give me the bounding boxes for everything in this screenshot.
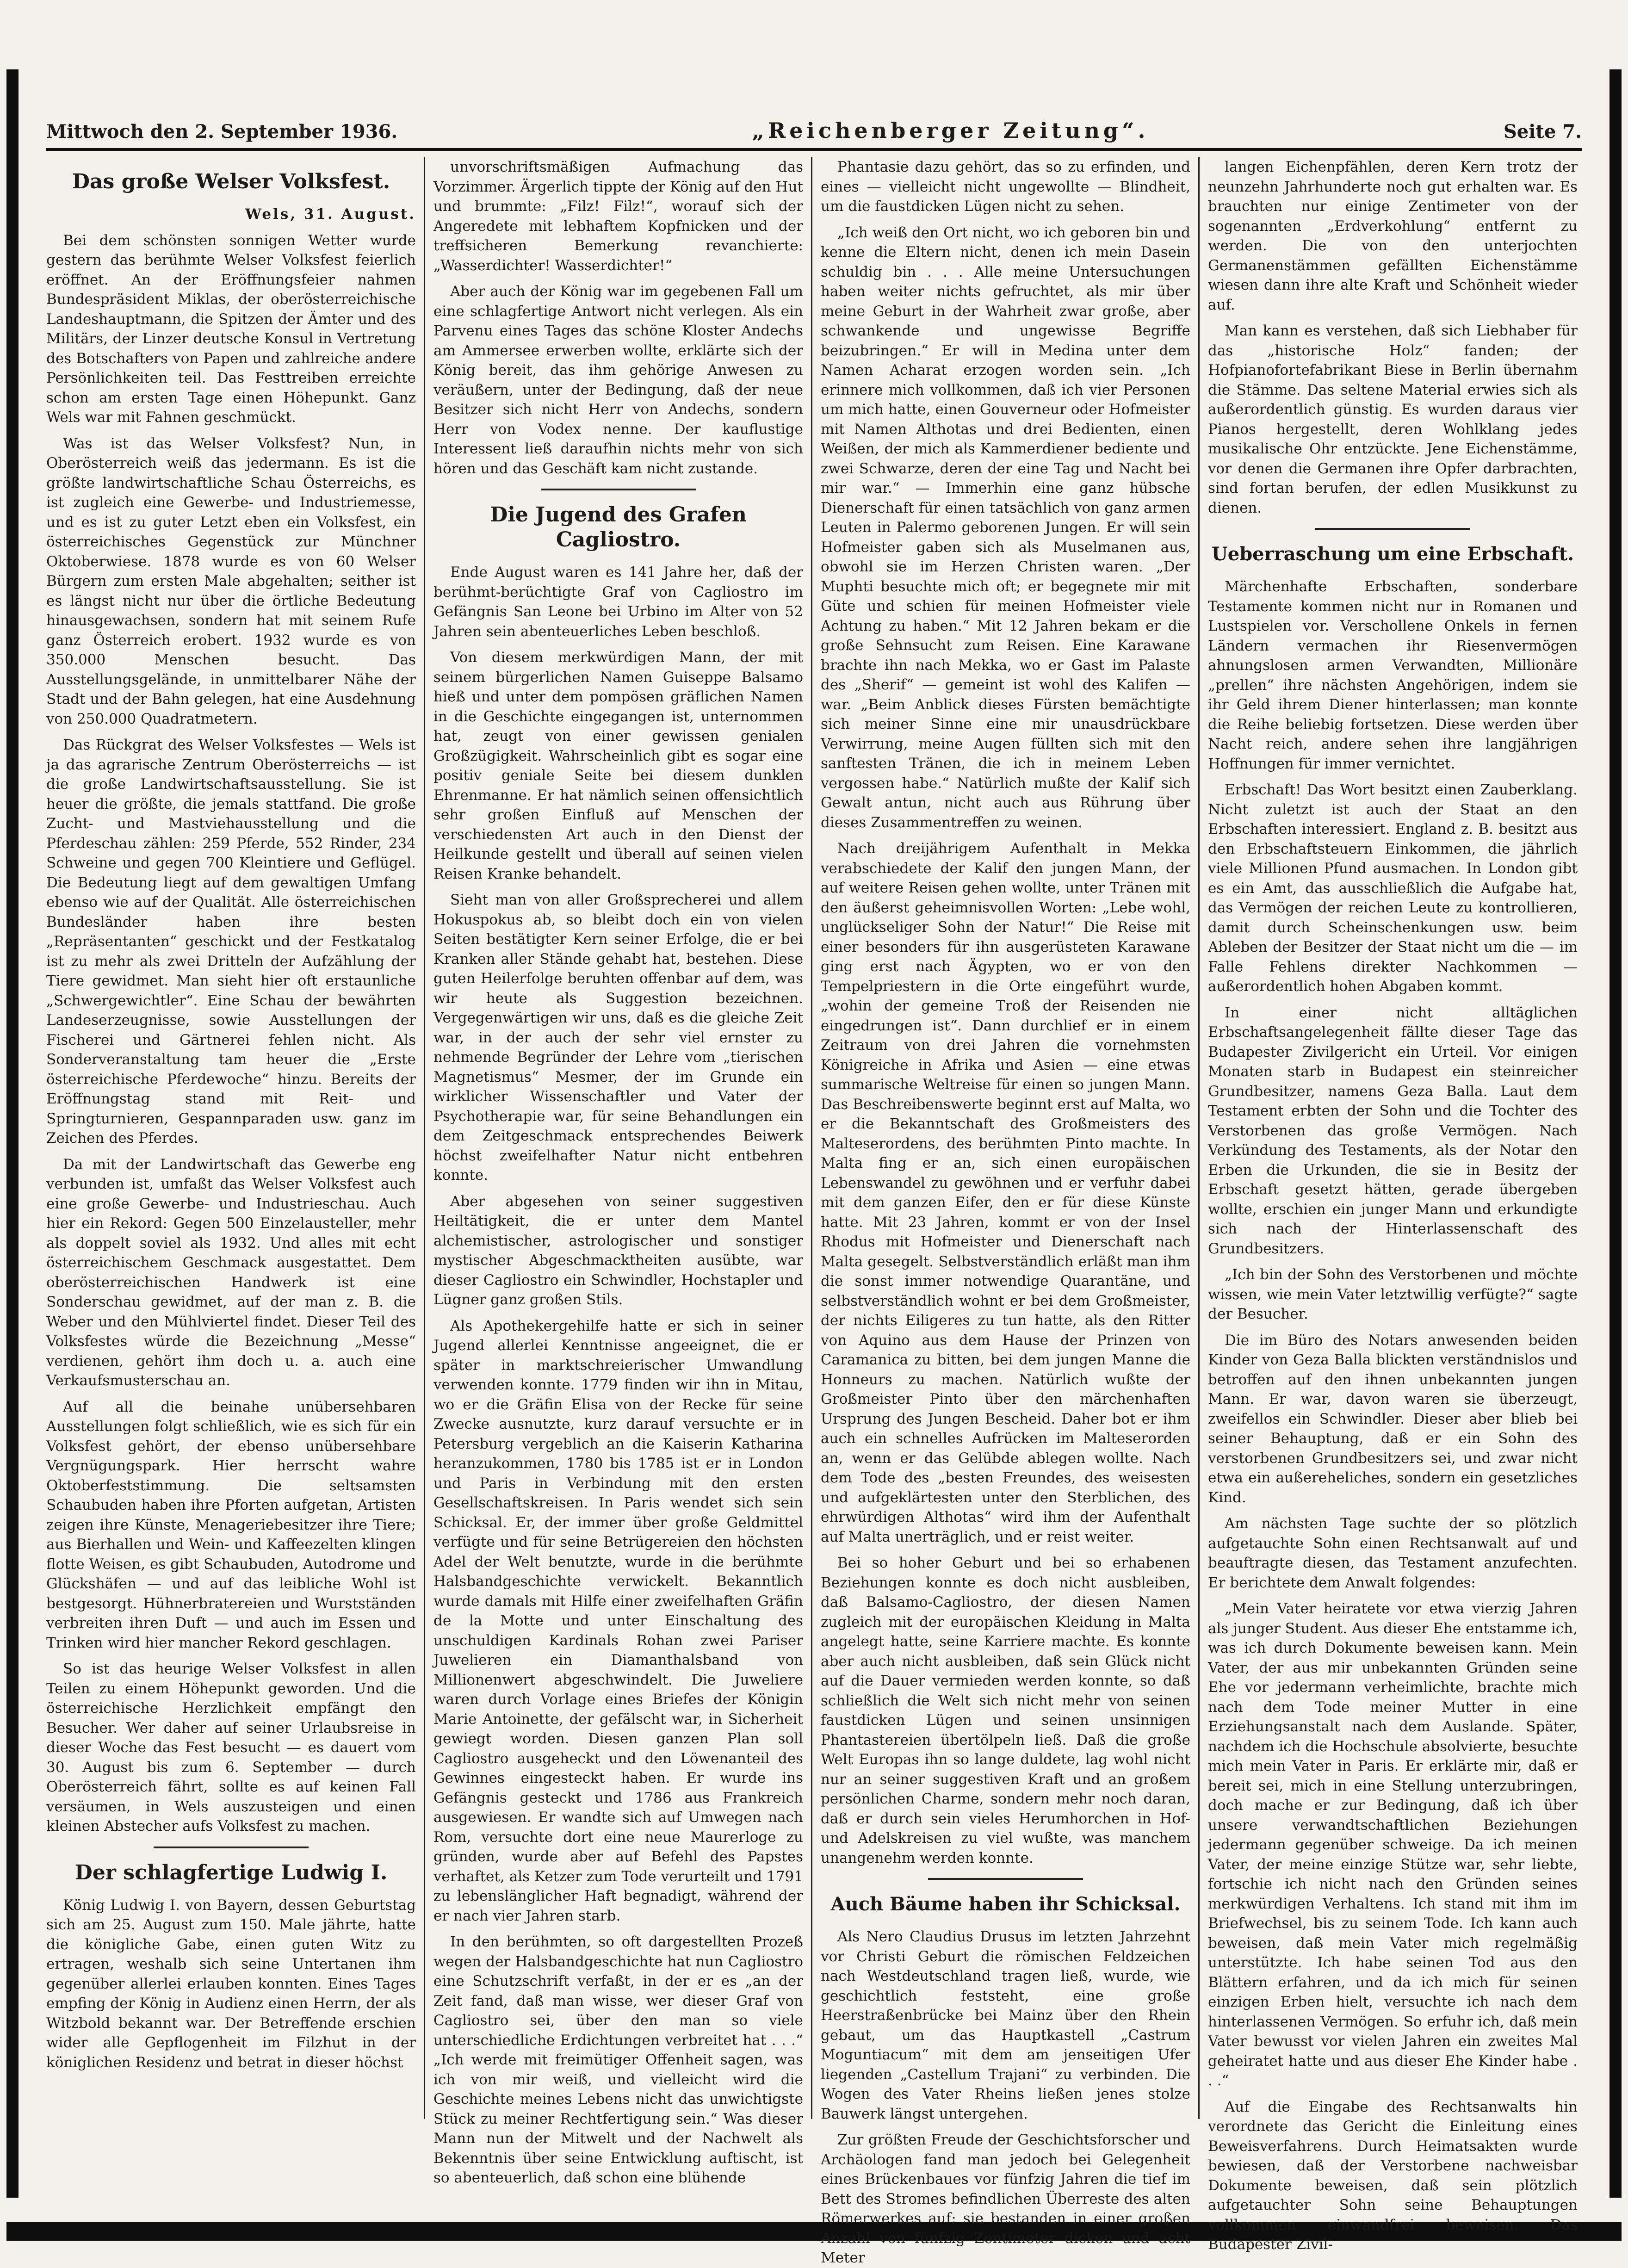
paragraph: Auf die Eingabe des Rechtsanwalts hin verordnete das Gericht die Einleitung eines Beweisverfahrens. Durch Heimatsakten wurde bewiesen, daß der Verstorbene nachweisbar Dokumente beweisen, daß sein plötzlich aufgetauchter Sohn seine Behauptungen vollkommen einwandfrei beweisen. Das Budapester Zivil- <box>1208 2098 1578 2253</box>
article-title-ludwig: Der schlagfertige Ludwig I. <box>74 1860 388 1884</box>
paragraph: Phantasie dazu gehört, das so zu erfinden, und eines — vielleicht nicht ungewollte — Blindheit, um die faustdicken Lügen nicht zu sehen. <box>821 159 1190 215</box>
paragraph: Da mit der Landwirtschaft das Gewerbe eng verbunden ist, umfaßt das Welser Volksfest auch eine große Gewerbe- und Industrieschau. Auch hier ein Rekord: Gegen 500 Einzelausteller, mehr als doppelt soviel als 1932. Und alles mit echt österreichischem Geschmack ausgestattet. Dem oberösterreichischen Handwerk ist eine Sonderschau gewidmet, auf der man z. B. die Weber und den Mühlviertel findet. Dieser Teil des Volksfestes würde die Bezeichnung „Messe“ verdienen, gehört ihm doch u. a. auch eine Verkaufsmusterschau an. <box>46 1156 416 1389</box>
article-divider <box>1315 528 1471 530</box>
column-1 <box>46 157 416 2119</box>
paragraph: Erbschaft! Das Wort besitzt einen Zauberklang. Nicht zuletzt ist auch der Staat an den Erbschaften interessiert. England z. B. besitzt aus den Erbschaftsteuern Einkommen, die jährlich viele Millionen Pfund ausmachen. In London gibt es ein Amt, das ausschließlich die Aufgabe hat, das Vermögen der reichen Leute zu kontrollieren, damit durch Scheinschenkungen usw. beim Ableben der Besitzer der Staat nicht um die — im Falle Fehlens direkter Nachkommen — außerordentlich hohen Abgaben kommt. <box>1208 781 1578 995</box>
article-columns <box>46 157 1578 2266</box>
paragraph: Nach dreijährigem Aufenthalt in Mekka verabschiedete der Kalif den jungen Mann, der auf weitere Reisen gehen wollte, unter Tränen mit den äußerst geheimnisvollen Worten: „Lebe wohl, unglückseliger Sohn der Natur!“ Die Reise mit einer besonders für ihn ausgerüsteten Karawane ging erst nach Ägypten, wo er von den Tempelpriestern in die Orte eingeführt wurde, „wohin der gemeine Troß der Reisenden nie eingedrungen ist“. Dann durchlief er in einem Zeitraum von drei Jahren die vornehmsten Königreiche in Afrika und Asien — eine etwas summarische Weltreise für einen so jungen Mann. Das Beschreibenswerte beginnt erst auf Malta, wo er die Bekanntschaft des Großmeisters des Malteserordens, des berühmten Pinto machte. In Malta fing er an, sich einen europäischen Lebenswandel zu gewöhnen und er verfuhr dabei mit dem ganzen Eifer, den er für diese Künste hatte. Mit 23 Jahren, kommt er von der Insel Rhodus mit Hofmeister und Dienerschaft nach Malta gesegelt. Selbstverständlich erläßt man ihm die sonst immer notwendige Quarantäne, und selbstverständlich wohnt er bei dem Großmeister, der nichts Eiligeres zu tun hatte, als den Ritter von Aquino aus dem Hause der Prinzen von Caramanica zu bitten, bei dem jungen Manne die Honneurs zu machen. Natürlich wußte der Großmeister Pinto über den märchenhaften Ursprung des Jungen Bescheid. Daher bot er ihm auch ein schnelles Aufrücken im Malteserorden an, wenn er das Gelübde ablegen wollte. Nach dem Tode des „besten Freundes, des weisesten und aufgeklärtesten unter den Sterblichen, des ehrwürdigen Althotas“ wird ihm der Aufenthalt auf Malta unerträglich, und er reist weiter. <box>821 840 1190 1545</box>
paragraph: König Ludwig I. von Bayern, dessen Geburtstag sich am 25. August zum 150. Male jährte, hatte die königliche Gabe, einen guten Witz zu ertragen, weshalb sich seine Untertanen ihm gegenüber allerlei erlauben konnten. Eines Tages empfing der König in Audienz einen Herrn, der als Witzbold bekannt war. Der Betreffende erschien wider alle Gepflogenheit im Filzhut in der königlichen Residenz und betrat in dieser höchst <box>46 1896 416 2071</box>
paragraph: Was ist das Welser Volksfest? Nun, in Oberösterreich weiß das jedermann. Es ist die größte landwirtschaftliche Schau Österreichs, es ist zugleich eine Gewerbe- und Industriemesse, und es ist zu guter Letzt eben ein Volksfest, ein österreichisches Gegenstück zur Münchner Oktoberwiese. 1878 wurde es von 60 Welser Bürgern zum ersten Male abgehalten; seither ist es längst nicht nur über die örtliche Bedeutung hinausgewachsen, sondern hat mit seinem Rufe ganz Österreich erobert. 1932 wurde es von 350.000 Menschen besucht. Das Ausstellungsgelände, in unmittelbarer Nähe der Stadt und der Bahn gelegen, hat eine Ausdehnung von 250.000 Quadratmetern. <box>46 435 416 727</box>
page-header <box>46 118 1582 146</box>
article-title-cagliostro: Die Jugend des Grafen Cagliostro. <box>490 503 747 552</box>
paragraph: Die im Büro des Notars anwesenden beiden Kinder von Geza Balla blickten verständnislos und betroffen auf den ihnen unbekannten jungen Mann. Er war, davon waren sie überzeugt, zweifellos ein Schwindler. Dieser aber blieb bei seiner Behauptung, daß er ein Sohn des verstorbenen Grundbesitzers sei, und zwar nicht etwa ein außereheliches, sondern ein gesetzliches Kind. <box>1208 1332 1578 1506</box>
paragraph: langen Eichenpfählen, deren Kern trotz der neunzehn Jahrhunderte noch gut erhalten war. Es brauchten nur einige Zentimeter von der sogenannten „Erdverkohlung“ entfernt zu werden. Die von den unterjochten Germanenstämmen gefällten Eichenstämme wiesen dann ihre alte Kraft und Schönheit wieder auf. <box>1208 159 1578 313</box>
article-divider <box>928 1878 1083 1880</box>
paragraph: In den berühmten, so oft dargestellten Prozeß wegen der Halsbandgeschichte hat nun Cagliostro eine Schutzschrift verfaßt, in der er es „an der Zeit fand, daß man wisse, wer dieser Graf von Cagliostro sei, über den man so viele unterschiedliche Erdichtungen verbreitet hat . . .“ „Ich werde mit freimütiger Offenheit sagen, was ich von mir weiß, und vielleicht wird die Geschichte meines Lebens nicht das unwichtigste Stück zu meiner Rechtfertigung sein.“ Was dieser Mann nun der Mitwelt und der Nachwelt als Bekenntnis über seine Entwicklung auftischt, ist so abenteuerlich, daß schon eine blühende <box>433 1933 803 2186</box>
paragraph: Sieht man von aller Großsprecherei und allem Hokuspokus ab, so bleibt doch ein von vielen Seiten bestätigter Kern seiner Erfolge, die er bei Kranken aller Stände gehabt hat, bestehen. Diese guten Heilerfolge beruhten offenbar auf dem, was wir heute als Suggestion bezeichnen. Vergegenwärtigen wir uns, daß es die gleiche Zeit war, in der auch der sehr viel ernster zu nehmende Begründer der Lehre vom „tierischen Magnetismus“ Mesmer, der im Grunde ein wirklicher Wissenschaftler und Vater der Psychotherapie war, für seine Behandlungen ein dem Zeitgeschmack entsprechendes Beiwerk höchst zweifelhafter Natur nicht entbehren konnte. <box>433 892 803 1184</box>
column-2 <box>433 157 803 2186</box>
paragraph: In einer nicht alltäglichen Erbschaftsangelegenheit fällte dieser Tage das Budapester Zivilgericht ein Urteil. Vor einigen Monaten starb in Budapest ein steinreicher Grundbesitzer, namens Geza Balla. Laut dem Testament erbten der Sohn und die Tochter des Verstorbenen das große Vermögen. Nach Verkündung des Testaments, als der Notar den Erben die Urkunden, die sie in Besitz der Erbschaft gesetzt hätten, gerade übergeben wollte, erschien ein junger Mann und erkundigte sich nach der Hinterlassenschaft des Grundbesitzers. <box>1208 1004 1578 1257</box>
header-date: Mittwoch den 2. September 1936. <box>46 121 398 143</box>
article-title-welser-volksfest: Das große Welser Volksfest. <box>72 170 390 193</box>
paragraph: Bei dem schönsten sonnigen Wetter wurde gestern das berühmte Welser Volksfest feierlich eröffnet. An der Eröffnungsfeier nahmen Bundespräsident Miklas, der oberösterreichische Landeshauptmann, die Spitzen der Ämter und des Militärs, der Linzer deutsche Konsul in Vertretung des Botschafters von Papen und zahlreiche andere Persönlichkeiten teil. Das Festtreiben erreichte schon am ersten Tage einen Höhepunkt. Ganz Wels war mit Fahnen geschmückt. <box>46 232 416 426</box>
paragraph: „Ich bin der Sohn des Verstorbenen und möchte wissen, wie mein Vater letztwillig verfügte?“ sagte der Besucher. <box>1208 1266 1578 1322</box>
paragraph: „Mein Vater heiratete vor etwa vierzig Jahren als junger Student. Aus dieser Ehe entstamme ich, was ich durch Dokumente beweisen kann. Mein Vater, der aus mir unbekannten Gründen seine Ehe vor jedermann verheimlichte, brachte mich nach dem Tode meiner Mutter in eine Erziehungsanstalt nach dem Auslande. Später, nachdem ich die Hochschule absolvierte, besuchte mich mein Vater in Paris. Er erklärte mir, daß er bereit sei, mich in eine Stellung unterzubringen, doch mache er zur Bedingung, daß ich über unsere verwandtschaftlichen Beziehungen jedermann gegenüber schweige. Da ich meinen Vater, der meine einzige Stütze war, sehr liebte, fortschie ich nicht nach den Gründen seines merkwürdigen Verhaltens. Ich stand mit ihm im Briefwechsel, bis zu seinem Tode. Ich kann auch beweisen, daß mein Vater mich regelmäßig unterstützte. Ich habe seinen Tod aus den Blättern erfahren, und da ich mich für seinen einzigen Erben hielt, versuchte ich nach dem hinterlassenen Vermögen. So erfuhr ich, daß mein Vater bewusst vor vielen Jahren ein zweites Mal geheiratet hatte und aus dieser Ehe Kinder habe . . .“ <box>1208 1600 1578 2089</box>
paragraph: unvorschriftsmäßigen Aufmachung das Vorzimmer. Ärgerlich tippte der König auf den Hut und brummte: „Filz! Filz!“, worauf sich der Angeredete mit lebhaftem Kopfnicken und der treffsicheren Bemerkung revanchierte: „Wasserdichter! Wasserdichter!“ <box>433 159 803 274</box>
article-divider <box>154 1847 309 1848</box>
column-4 <box>1208 157 1578 2253</box>
dateline: Wels, 31. August. <box>245 206 416 223</box>
article-divider <box>541 489 696 490</box>
article-title-baeume: Auch Bäume haben ihr Schicksal. <box>830 1893 1181 1915</box>
header-rule <box>46 148 1582 151</box>
paragraph: Aber auch der König war im gegebenen Fall um eine schlagfertige Antwort nicht verlegen. Als ein Parvenu eines Tages das schöne Kloster Andechs am Ammersee erwerben wollte, erklärte sich der König bereit, das ihm gehörige Anwesen zu veräußern, unter der Bedingung, daß der neue Besitzer sich nicht Herr von Andechs, sondern Herr von Vodex nenne. Der kauflustige Interessent ließ daraufhin nichts mehr von sich hören und das Geschäft kam nicht zustande. <box>433 283 803 477</box>
paragraph: Man kann es verstehen, daß sich Liebhaber für das „historische Holz“ fanden; der Hofpianofortefabrikant Biese in Berlin übernahm die Stämme. Das seltene Material erwies sich als außerordentlich günstig. Es wurden daraus vier Pianos hergestellt, deren Wohlklang jedes musikalische Ohr entzückte. Jene Eichenstämme, vor denen die Germanen ihre Opfer darbrachten, sind fortan berufen, der edlen Musikkunst zu dienen. <box>1208 322 1578 516</box>
page-number: Seite 7. <box>1503 121 1582 143</box>
paragraph: Das Rückgrat des Welser Volksfestes — Wels ist ja das agrarische Zentrum Oberösterreichs — ist die große Landwirtschaftsausstellung. Sie ist heuer die größte, die jemals stattfand. Die große Zucht- und Mastviehausstellung und die Pferdeschau zählen: 259 Pferde, 552 Rinder, 234 Schweine und gegen 700 Kleintiere und Geflügel. Die Bedeutung liegt auf dem gewaltigen Umfang ebenso wie auf der Qualität. Alle österreichischen Bundesländer haben ihre besten „Repräsentanten“ geschickt und der Festkatalog ist zu mehr als zwei Dritteln der Aufzählung der Tiere gewidmet. Man sieht hier oft erstaunliche „Schwergewichtler“. Eine Schau der bewährten Landeserzeugnisse, sowie Ausstellungen der Fischerei und Gärtnerei fehlen nicht. Als Sonderveranstaltung tam heuer die „Erste österreichische Pferdewoche“ hinzu. Bereits der Eröffnungstag stand mit Reit- und Springturnieren, Gespannparaden usw. ganz im Zeichen des Pferdes. <box>46 737 416 1146</box>
column-3 <box>821 157 1190 2266</box>
paragraph: Auf all die beinahe unübersehbaren Ausstellungen folgt schließlich, wie es sich für ein Volksfest gehört, der ebenso unübersehbare Vergnügungspark. Hier herrscht wahre Oktoberfeststimmung. Die seltsamsten Schaubuden haben ihre Pforten aufgetan, Artisten zeigen ihre Künste, Menageriebesitzer ihre Tiere; aus Bierhallen und Wein- und Kaffeezelten klingen flotte Weisen, es gibt Schaubuden, Autodrome und Glückshäfen — und auf das leibliche Wohl ist bestgesorgt. Hühnerbratereien und Wurstständen verbreiten ihren Duft — und auch im Essen und Trinken wird hier mancher Rekord geschlagen. <box>46 1398 416 1651</box>
page-frame-left <box>6 69 19 2198</box>
article-title-erbschaft: Ueberraschung um eine Erbschaft. <box>1211 543 1574 565</box>
paragraph: Märchenhafte Erbschaften, sonderbare Testamente kommen nicht nur in Romanen und Lustspielen vor. Verschollene Onkels in fernen Ländern vermachen ihr Riesenvermögen ahnungslosen armen Verwandten, Millionäre „prellen“ ihre nächsten Angehörigen, indem sie ihr Geld ihrem Diener hinterlassen; man konnte die Reihe beliebig fortsetzen. Diese werden über Nacht reich, andere sehen ihre langjährigen Hoffnungen für immer vernichtet. <box>1208 578 1578 772</box>
paragraph: Als Apothekergehilfe hatte er sich in seiner Jugend allerlei Kenntnisse angeeignet, die er später in marktschreierischer Umwandlung verwenden konnte. 1779 finden wir ihn in Mitau, wo er die Gräfin Elisa von der Recke für seine Zwecke ausnutzte, kurz darauf versuchte er in Petersburg vergeblich an die Kaiserin Katharina heranzukommen, 1780 bis 1785 ist er in London und Paris in Verbindung mit den ersten Gesellschaftskreisen. In Paris wendet sich sein Schicksal. Er, der immer über große Geldmittel verfügte und für seine Betrügereien den höchsten Adel der Welt benutzte, wurde in die berühmte Halsbandgeschichte verwickelt. Bekanntlich wurde damals mit Hilfe einer zweifelhaften Gräfin de la Motte und unter Einschaltung des unschuldigen Kardinals Rohan zwei Pariser Juwelieren ein Diamanthalsband von Millionenwert abgeschwindelt. Die Juweliere waren durch Vorlage eines Briefes der Königin Marie Antoinette, der gefälscht war, in Sicherheit gewiegt worden. Diesen ganzen Plan soll Cagliostro ausgeheckt und den Löwenanteil des Gewinnes eingesteckt haben. Er wurde ins Gefängnis gesteckt und 1786 aus Frankreich ausgewiesen. Er wandte sich auf Umwegen nach Rom, versuchte dort eine neue Maurerloge zu gründen, wurde aber auf Befehl des Papstes verhaftet, als Ketzer zum Tode verurteilt und 1791 zu lebenslänglicher Haft begnadigt, während der er nach vier Jahren starb. <box>433 1317 803 1924</box>
page-frame-right <box>1609 69 1622 2198</box>
newspaper-title: „Reichenberger Zeitung“. <box>752 118 1149 143</box>
paragraph: So ist das heurige Welser Volksfest in allen Teilen zu einem Höhepunkt geworden. Und die österreichische Herzlichkeit empfängt den Besucher. Wer daher auf seiner Urlaubsreise in dieser Woche das Fest besucht — es dauert vom 30. August bis zum 6. September — durch Oberösterreich fährt, sollte es auf keinen Fall versäumen, in Wels auszusteigen und einen kleinen Abstecher aufs Volksfest zu machen. <box>46 1661 416 1834</box>
paragraph: Ende August waren es 141 Jahre her, daß der berühmt-berüchtigte Graf von Cagliostro im Gefängnis San Leone bei Urbino im Alter von 52 Jahren sein abenteuerliches Leben beschloß. <box>433 564 803 640</box>
paragraph: Aber abgesehen von seiner suggestiven Heiltätigkeit, die er unter dem Mantel alchemistischer, astrologischer und sonstiger mystischer Abgeschmacktheiten ausübte, war dieser Cagliostro ein Schwindler, Hochstapler und Lügner ganz großen Stils. <box>433 1193 803 1308</box>
paragraph: Bei so hoher Geburt und bei so erhabenen Beziehungen konnte es doch nicht ausbleiben, daß Balsamo-Cagliostro, der diesen Namen zugleich mit der europäischen Kleidung in Malta angelegt hatte, seine Karriere machte. Es konnte aber auch nicht ausbleiben, daß sein Glück nicht auf die Dauer vermieden werden konnte, so daß schließlich die Welt sich nicht mehr von seinen faustdicken Lügen und seinen unsinnigen Phantastereien übertölpeln ließ. Daß die große Welt Europas ihn so lange duldete, lag wohl nicht nur an seiner suggestiven Kraft und an großem persönlichen Charme, sondern mehr noch daran, daß er durch sein vieles Herumhorchen in Hof- und Adelskreisen zu viel wußte, was manchem unangenehm werden konnte. <box>821 1555 1190 1866</box>
paragraph: Zur größten Freude der Geschichtsforscher und Archäologen fand man jedoch bei Gelegenheit eines Brückenbaues vor fünfzig Jahren die tief im Bett des Stromes befindlichen Überreste des alten Römerwerkes auf; sie bestanden in einer großen Anzahl von fünfzig Zentimeter dicken und acht Meter <box>821 2132 1190 2266</box>
paragraph: „Ich weiß den Ort nicht, wo ich geboren bin und kenne die Eltern nicht, denen ich mein Dasein schuldig bin . . . Alle meine Untersuchungen haben weiter nichts gefruchtet, als mir über meine Geburt in der Wahrheit zwar große, aber schwankende und ungewisse Begriffe beizubringen.“ Er will in Medina unter dem Namen Acharat erzogen worden sein. „Ich erinnere mich vollkommen, daß ich vier Personen um mich hatte, einen Gouverneur oder Hofmeister mit Namen Althotas und drei Bedienten, einen Weißen, der mich als Kammerdiener bediente und zwei Schwarze, deren der eine Tag und Nacht bei mir war.“ — Immerhin eine ganz hübsche Dienerschaft für einen tatsächlich von ganz armen Leuten in Palermo geborenen Jungen. Er will sein Hofmeister gaben sich als Muselmanen aus, obwohl sie im Herzen Christen waren. „Der Muphti besuchte mich oft; er begegnete mir mit Güte und schien für meinen Hofmeister viele Achtung zu haben.“ Mit 12 Jahren bekam er die große Sehnsucht zum Reisen. Eine Karawane brachte ihn nach Mekka, wo er Gast im Palaste des „Sherif“ — gemeint ist wohl des Kalifen — war. „Beim Anblick dieses Fürsten bemächtigte sich meiner Sinne eine mir unausdrückbare Verwirrung, meine Augen füllten sich mit den sanftesten Tränen, die ich in meinem Leben vergossen habe.“ Natürlich mußte der Kalif sich Gewalt antun, nicht auch aus Rührung über dieses Zusammentreffen zu weinen. <box>821 224 1190 831</box>
paragraph: Von diesem merkwürdigen Mann, der mit seinem bürgerlichen Namen Guiseppe Balsamo hieß und unter dem pompösen gräflichen Namen in die Geschichte eingegangen ist, unternommen hat, zeugt von einer gewissen genialen Großzügigkeit. Wahrscheinlich gibt es sogar eine positiv geniale Seite bei diesem dunklen Ehrenmanne. Er hat nämlich seinen offensichtlich sehr großen Einfluß auf Menschen der verschiedensten Art auch in den Dienst der Heilkunde gestellt und überall auf seinen vielen Reisen Kranke behandelt. <box>433 649 803 882</box>
paragraph: Am nächsten Tage suchte der so plötzlich aufgetauchte Sohn einen Rechtsanwalt auf und beauftragte diesen, das Testament anzufechten. Er berichtete dem Anwalt folgendes: <box>1208 1515 1578 1591</box>
paragraph: Als Nero Claudius Drusus im letzten Jahrzehnt vor Christi Geburt die römischen Feldzeichen nach Westdeutschland tragen ließ, wurde, wie geschichtlich feststeht, eine große Heerstraßenbrücke bei Mainz über den Rhein gebaut, um das Hauptkastell „Castrum Moguntiacum“ mit dem am jenseitigen Ufer liegenden „Castellum Trajani“ zu verbinden. Die Wogen des Vater Rheins ließen jenes stolze Bauwerk längst untergehen. <box>821 1928 1190 2122</box>
